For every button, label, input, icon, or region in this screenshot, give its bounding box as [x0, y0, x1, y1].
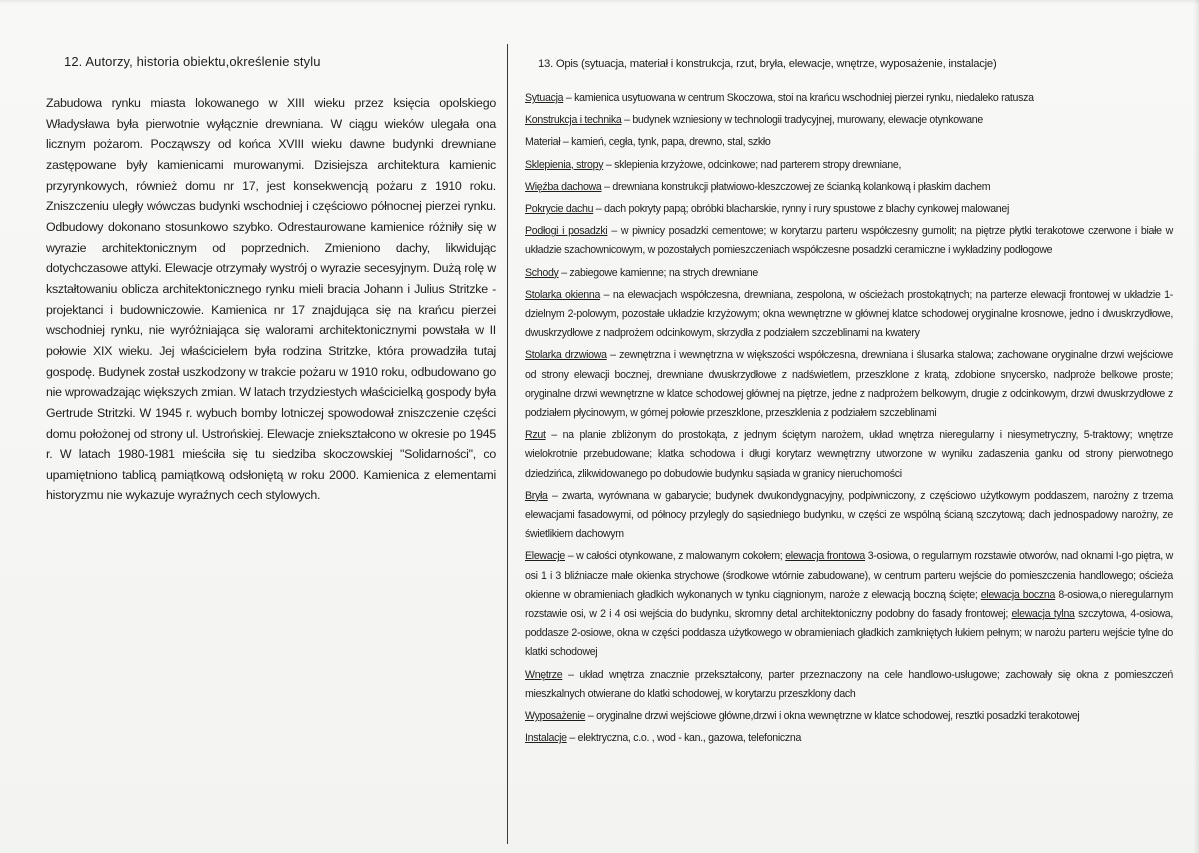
entry-stolarka-drzwiowa — [525, 346, 1173, 423]
entry-key: Sytuacja — [525, 92, 564, 104]
entry-text: – dach pokryty papą; obróbki blacharskie, rynny i rury spustowe z blachy cynkowej malowanej — [593, 203, 1010, 216]
entry-key: Wnętrze — [525, 668, 563, 681]
entry-text: – kamienica usytuowana w centrum Skoczowa, stoi na krańcu wschodniej pierzei rynku, niedaleko ratusza — [563, 92, 1034, 104]
entry-text: – drewniana konstrukcji płatwiowo-kleszczowej ze ścianką kolankową i płaskim dachem — [601, 180, 991, 193]
section-12-history — [46, 54, 496, 506]
entry-text: – na elewacjach współczesna, drewniana, zespolona, w ościeżach prostokątnych; na parterze elewacji frontowej w układzie 1-dzielnym 2-polowym, pozostałe układzie krzyżowym; okna wewnętrzne w głównej klatce schodowej oryginalne krosnowe, jedno i dwuskrzydłowe, dwuskrzydłowe z nadprożem odcinkowym, skrzydła z podziałem szczeblinami na kwatery — [525, 288, 1173, 340]
entry-key: Stolarka okienna — [525, 288, 601, 301]
entry-sklepienia — [525, 156, 1173, 175]
entry-wnetrze — [525, 666, 1173, 704]
entry-subkey-boczna: elewacja boczna — [980, 588, 1056, 601]
entry-subkey-tylna: elewacja tylna — [1011, 608, 1075, 621]
entry-key: Instalacje — [525, 732, 567, 745]
entry-schody — [525, 264, 1173, 283]
entry-key: Konstrukcja i technika — [525, 114, 622, 127]
entry-sytuacja — [525, 89, 1173, 108]
column-divider — [507, 44, 508, 844]
entry-key: Schody — [525, 266, 559, 279]
entry-text: – w piwnicy posadzki cementowe; w korytarzu parteru współczesny gumolit; na piętrze płytki terakotowe czerwone i białe w układzie szachownicowym, w pozostałych pomieszczeniach współczesne posadzki ceramiczne i wykładziny podłogowe — [525, 225, 1173, 257]
section-12-title: 12. Autorzy, historia obiektu,określenie stylu — [64, 54, 321, 69]
entry-text: – budynek wzniesiony w technologii tradycyjnej, murowany, elewacje otynkowane — [621, 114, 983, 127]
entry-elewacje — [525, 547, 1173, 662]
entry-text: 3-osiowa, o regularnym rozstawie otworów, nad oknami I-go piętra, w osi 1 i 3 bliźniacze małe okienka strychowe (środkowe wtórnie zabudowane), w centrum parteru wejście do pomieszczenia handlowego; ościeża okienne w obramieniach gładkich wykonanych w tynku ciągnionym, naroże z elewacją boczną ścięte; — [525, 550, 1174, 601]
entry-text: – zwarta, wyrównana w gabarycie; budynek dwukondygnacyjny, podpiwniczony, z częściowo użytkowym poddaszem, narożny z trzema elewacjami fasadowymi, od północy przylegly do sąsiedniego budynku, w części ze wspólną ścianą szczytową; dach jednospadowy narożny, ze świetlikiem dachowym — [525, 489, 1173, 541]
scan-shadow-right — [1193, 0, 1199, 853]
entry-rzut — [525, 426, 1173, 484]
entry-text: Materiał – kamień, cegła, tynk, papa, drewno, stal, szkło — [525, 136, 771, 149]
entry-text: – elektryczna, c.o. , wod - kan., gazowa, telefoniczna — [566, 732, 802, 745]
section-13-description — [525, 58, 1173, 752]
entry-pokrycie — [525, 200, 1173, 219]
entry-text: 8-osiowa,o nieregularnym rozstawie osi, w 2 i 4 osi wejścia do budynku, skromny detal architektoniczny podobny do fasady frontowej; — [525, 588, 1173, 621]
entry-text: – zewnętrzna i wewnętrzna w większości współczesna, drewniana i ślusarka stalowa; zachowane oryginalne drzwi wejściowe od strony elewacji bocznej, drewniane dwuskrzydłowe z nadświetlem, przeszklone z kratą, zdobione snycersko, nadproże belkowe proste; oryginalne drzwi wewnętrzne w klatce schodowej głównej na piętrze, jedne z nadprożem belkowym, drugie z odcinkowym, drzwi dwuskrzydłowe z podziałem płycinowym, w górnej połowie przeszklone, przeszklenia z podziałem szczeblinami — [525, 349, 1173, 420]
entry-key: Podłogi i posadzki — [525, 225, 608, 238]
entry-text: – zabiegowe kamienne; na strych drewniane — [558, 266, 758, 279]
entry-text: – w całości otynkowane, z malowanym cokołem; — [565, 550, 786, 563]
entry-konstrukcja — [525, 111, 1173, 130]
entry-stolarka-okienna — [525, 286, 1173, 344]
entry-text: – sklepienia krzyżowe, odcinkowe; nad parterem stropy drewniane, — [603, 158, 902, 171]
entry-wyposazenie — [525, 707, 1173, 726]
entry-key: Bryła — [525, 489, 548, 502]
entry-text: – na planie zbliżonym do prostokąta, z jednym ściętym narożem, układ wnętrza nieregularny i niesymetryczny, 5-traktowy; wnętrze wielokrotnie przebudowane; klatka schodowa i długi korytarz wewnętrzny utworzone w wyniku zadaszenia ganku od strony pierwotnego dziedzińca, zlikwidowanego po dobudowie budynku sąsiada w granicy nieruchomości — [525, 429, 1173, 480]
entry-subkey-frontowa: elewacja frontowa — [785, 550, 865, 563]
entry-key: Wyposażenie — [525, 710, 586, 723]
scan-shadow-top — [0, 0, 1199, 4]
entry-instalacje — [525, 729, 1173, 748]
entry-key: Więźba dachowa — [525, 180, 602, 193]
entry-key: Pokrycie dachu — [525, 203, 594, 216]
entry-material — [525, 133, 1173, 152]
entry-key: Stolarka drzwiowa — [525, 349, 607, 362]
section-12-body: Zabudowa rynku miasta lokowanego w XIII wieku przez księcia opolskiego Władysława była pierwotnie wyłącznie drewniana. W ciągu wieków ulegała ona licznym pożarom. Począwszy od końca XVIII wieku dawne budynki drewniane zastępowane były kamienicami murowanymi. Dzisiejsza architektura kamienic przyrynkowych, również domu nr 17, jest konsekwencją pożaru z 1910 roku. Zniszczeniu uległy wówczas budynki wschodniej i częściowo północnej pierzei rynku. Odbudowy dokonano stosunkowo szybko. Odrestaurowane kamienice różniły się w wyrazie architektonicznym od poprzednich. Zmieniono dachy, likwidując dotychczasowe attyki. Elewacje otrzymały wystrój o wyrazie secesyjnym. Dużą rolę w kształtowaniu oblicza architektonicznego rynku mieli bracia Johann i Julius Stritzke - projektanci i budowniczowie. Kamienica nr 17 znajdująca się na krańcu pierzei wschodniej rynku, nie wyróżniająca się walorami architektonicznymi powstała w II połowie XIX wieku. Jej właścicielem była rodzina Stritzke, która prowadziła tutaj gospodę. Budynek został uszkodzony w trakcie pożaru w 1910 roku, odbudowano go nie wprowadzając większych zmian. W latach trzydziestych właścicielką gospody była Gertrude Stritzki. W 1945 r. wybuch bomby lotniczej spowodował zniszczenie części domu położonej od strony ul. Ustrońskiej. Elewacje zniekształcono w okresie po 1945 r. W latach 1980-1981 mieściła się tu siedziba skoczowskiej "Solidarności", co upamiętniono tablicą pamiątkową odsłoniętą w roku 2000. Kamienica z elementami historyzmu nie wykazuje wyraźnych cech stylowych. — [46, 96, 496, 503]
entry-text: szczytowa, 4-osiowa, poddasze 2-osiowe, okna w części poddasza użytkowego w obramieniach gładkich zamkniętych łukiem pełnym; w narożu parteru wejście tylne do klatki schodowej — [525, 608, 1174, 659]
entry-text: – układ wnętrza znacznie przekształcony, parter przeznaczony na cele handlowo-usługowe; zachowały się okna z pomieszczeń mieszkalnych otwierane do klatki schodowej, w korytarzu przeszklony dach — [525, 668, 1173, 700]
entry-key: Rzut — [525, 429, 546, 442]
entry-podlogi — [525, 222, 1173, 260]
section-13-title: 13. Opis (sytuacja, materiał i konstrukcja, rzut, bryła, elewacje, wnętrze, wyposażenie, instalacje) — [538, 58, 997, 70]
entry-bryla — [525, 487, 1173, 545]
entry-key: Sklepienia, stropy — [525, 158, 604, 171]
entry-wiezba — [525, 178, 1173, 197]
entry-key: Elewacje — [525, 550, 565, 563]
entry-text: – oryginalne drzwi wejściowe główne,drzwi i okna wewnętrzne w klatce schodowej, resztki posadzki terakotowej — [585, 710, 1080, 723]
